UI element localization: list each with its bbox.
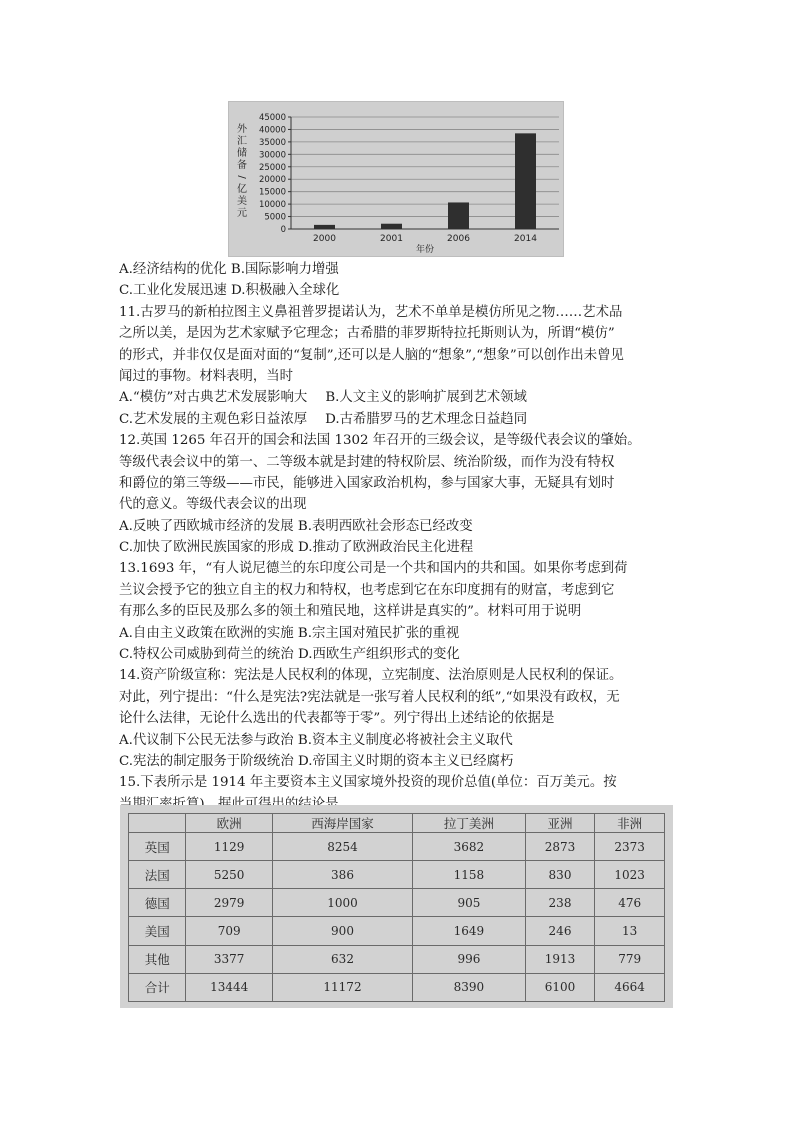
table-cell: 13: [595, 917, 665, 945]
table-cell: 1000: [272, 889, 412, 917]
table-cell: 13444: [186, 973, 272, 1001]
table-cell: 2873: [525, 833, 595, 861]
x-tick-label: 2006: [447, 234, 470, 244]
q11-option-a: A.“模仿”对古典艺术发展影响大: [119, 390, 308, 406]
table-cell: 1129: [186, 833, 272, 861]
table-row: [129, 917, 665, 945]
q11-option-d: D.古希腊罗马的艺术理念日益趋同: [325, 411, 528, 427]
x-axis-ticks: [313, 234, 537, 244]
table-cell: 900: [272, 917, 412, 945]
bar-2014: [515, 133, 536, 229]
q12-stem-line4: 代的意义。等级代表会议的出现: [119, 497, 307, 513]
table-header-cell: 非洲: [595, 814, 665, 833]
bar-2006: [448, 202, 469, 229]
q11-options-line2: [119, 409, 679, 430]
table-cell: 2373: [595, 833, 665, 861]
y-tick-label: 30000: [258, 150, 286, 161]
q13-options-line1: A.自由主义政策在欧洲的实施 B.宗主国对殖民扩张的重视: [119, 625, 460, 641]
investment-table: [128, 813, 665, 1002]
y-axis-label-char: 美: [237, 196, 247, 207]
table-row: [129, 861, 665, 889]
table-row: [129, 889, 665, 917]
table-row: [129, 973, 665, 1001]
y-axis-label-char: 元: [237, 208, 247, 219]
q12-stem-line2: 等级代表会议中的第一、二等级本就是封建的特权阶层、统治阶级，而作为没有特权: [119, 454, 615, 470]
y-axis-label-char: 备: [237, 160, 247, 171]
bar-2001: [381, 224, 402, 229]
y-axis-ticks: [259, 113, 291, 235]
table-cell: 246: [525, 917, 595, 945]
y-tick-label: 40000: [258, 125, 286, 136]
y-tick-label: 25000: [258, 162, 286, 173]
q12-options-line2: C.加快了欧洲民族国家的形成 D.推动了欧洲政治民主化进程: [119, 540, 474, 556]
y-axis-label-char: 亿: [237, 184, 247, 195]
y-tick-label: 20000: [258, 175, 286, 186]
table-header-cell: 亚洲: [525, 814, 595, 833]
bar-chart-svg: [229, 102, 563, 256]
x-tick-label: 2014: [514, 234, 537, 244]
table-row-label: 英国: [129, 833, 186, 861]
table-row-label: 美国: [129, 917, 186, 945]
q15-stem-line1: 15.下表所示是 1914 年主要资本主义国家境外投资的现价总值(单位：百万美元。按: [119, 775, 617, 791]
q11-option-b: B.人文主义的影响扩展到艺术领域: [325, 390, 527, 406]
investment-table-photo: [120, 805, 673, 1008]
table-cell: 386: [272, 861, 412, 889]
table-header-cell: [129, 814, 186, 833]
table-row-label: 法国: [129, 861, 186, 889]
table-row-label: 合计: [129, 973, 186, 1001]
table-cell: 6100: [525, 973, 595, 1001]
y-axis-label-char: 外: [237, 124, 247, 135]
y-axis-label-char: /: [236, 175, 247, 179]
x-tick-label: 2000: [313, 234, 336, 244]
table-row-label: 其他: [129, 945, 186, 973]
y-tick-label: 10000: [258, 200, 286, 211]
table-cell: 709: [186, 917, 272, 945]
x-axis-label: 年份: [415, 245, 435, 255]
y-tick-label: 45000: [258, 113, 286, 123]
y-axis-label: [236, 122, 248, 219]
table-cell: 8254: [272, 833, 412, 861]
q14-stem-line3: 论什么法律，无论什么选出的代表都等于零”。列宁得出上述结论的依据是: [119, 711, 555, 727]
q11-stem-line4: 闻过的事物。材料表明，当时: [119, 368, 294, 384]
table-row: [129, 833, 665, 861]
q11-stem-line2: 之所以美，是因为艺术家赋予它理念；古希腊的菲罗斯特拉托斯则认为，所谓“模仿”: [119, 326, 615, 342]
y-tick-label: 0: [280, 225, 286, 235]
y-axis-label-char: 汇: [237, 136, 247, 147]
q10-options-line2: C.工业化发展迅速 D.积极融入全球化: [119, 283, 340, 299]
y-tick-label: 35000: [258, 137, 286, 148]
y-tick-label: 5000: [264, 212, 286, 223]
table-cell: 4664: [595, 973, 665, 1001]
table-cell: 905: [413, 889, 526, 917]
q11-option-c: C.艺术发展的主观色彩日益浓厚: [119, 411, 308, 427]
table-cell: 830: [525, 861, 595, 889]
table-cell: 632: [272, 945, 412, 973]
table-cell: 476: [595, 889, 665, 917]
table-cell: 2979: [186, 889, 272, 917]
table-header-cell: 欧洲: [186, 814, 272, 833]
y-axis-label-char: 储: [237, 148, 247, 159]
table-cell: 1649: [413, 917, 526, 945]
table-row: [129, 945, 665, 973]
bar-2000: [314, 225, 335, 229]
x-tick-label: 2001: [380, 234, 403, 244]
table-cell: 5250: [186, 861, 272, 889]
q12-stem-line1: 12.英国 1265 年召开的国会和法国 1302 年召开的三级会议，是等级代表会议的肇始。: [119, 433, 641, 449]
table-cell: 779: [595, 945, 665, 973]
table-header-cell: 拉丁美洲: [413, 814, 526, 833]
table-row-label: 德国: [129, 889, 186, 917]
question-text-block: [119, 259, 679, 815]
table-cell: 3377: [186, 945, 272, 973]
table-cell: 996: [413, 945, 526, 973]
q12-options-line1: A.反映了西欧城市经济的发展 B.表明西欧社会形态已经改变: [119, 518, 473, 534]
q13-options-line2: C.特权公司威胁到荷兰的统治 D.西欧生产组织形式的变化: [119, 647, 460, 663]
q14-stem-line2: 对此，列宁提出：“什么是宪法?宪法就是一张写着人民权利的纸”,“如果没有政权，无: [119, 689, 620, 705]
q14-stem-line1: 14.资产阶级宣称：宪法是人民权利的体现，立宪制度、法治原则是人民权利的保证。: [119, 668, 623, 684]
q13-stem-line1: 13.1693 年，“有人说尼德兰的东印度公司是一个共和国内的共和国。如果你考虑到荷: [119, 561, 628, 577]
table-cell: 8390: [413, 973, 526, 1001]
bars: [314, 133, 536, 229]
table-cell: 238: [525, 889, 595, 917]
q11-stem-line3: 的形式，并非仅仅是面对面的“复制”,还可以是人脑的“想象”,“想象”可以创作出未曾见: [119, 347, 624, 363]
q11-options-line1: [119, 387, 679, 408]
q13-stem-line2: 兰议会授予它的独立自主的权力和特权，也考虑到它在东印度拥有的财富，考虑到它: [119, 582, 615, 598]
forex-reserve-chart: [228, 101, 564, 257]
table-cell: 3682: [413, 833, 526, 861]
table-cell: 11172: [272, 973, 412, 1001]
q12-stem-line3: 和爵位的第三等级——市民，能够进入国家政治机构，参与国家大事，无疑具有划时: [119, 475, 615, 491]
table-cell: 1023: [595, 861, 665, 889]
q10-options-line1: A.经济结构的优化 B.国际影响力增强: [119, 262, 339, 277]
table-cell: 1158: [413, 861, 526, 889]
y-tick-label: 15000: [258, 187, 286, 198]
table-header-cell: 西海岸国家: [272, 814, 412, 833]
q11-stem-line1: 11.古罗马的新柏拉图主义鼻祖普罗提诺认为，艺术不单单是模仿所见之物……艺术品: [119, 304, 623, 320]
q13-stem-line3: 有那么多的臣民及那么多的领土和殖民地，这样讲是真实的”。材料可用于说明: [119, 604, 582, 620]
q14-options-line2: C.宪法的制定服务于阶级统治 D.帝国主义时期的资本主义已经腐朽: [119, 753, 514, 769]
table-cell: 1913: [525, 945, 595, 973]
q14-options-line1: A.代议制下公民无法参与政治 B.资本主义制度必将被社会主义取代: [119, 732, 513, 748]
table-header-row: [129, 814, 665, 833]
